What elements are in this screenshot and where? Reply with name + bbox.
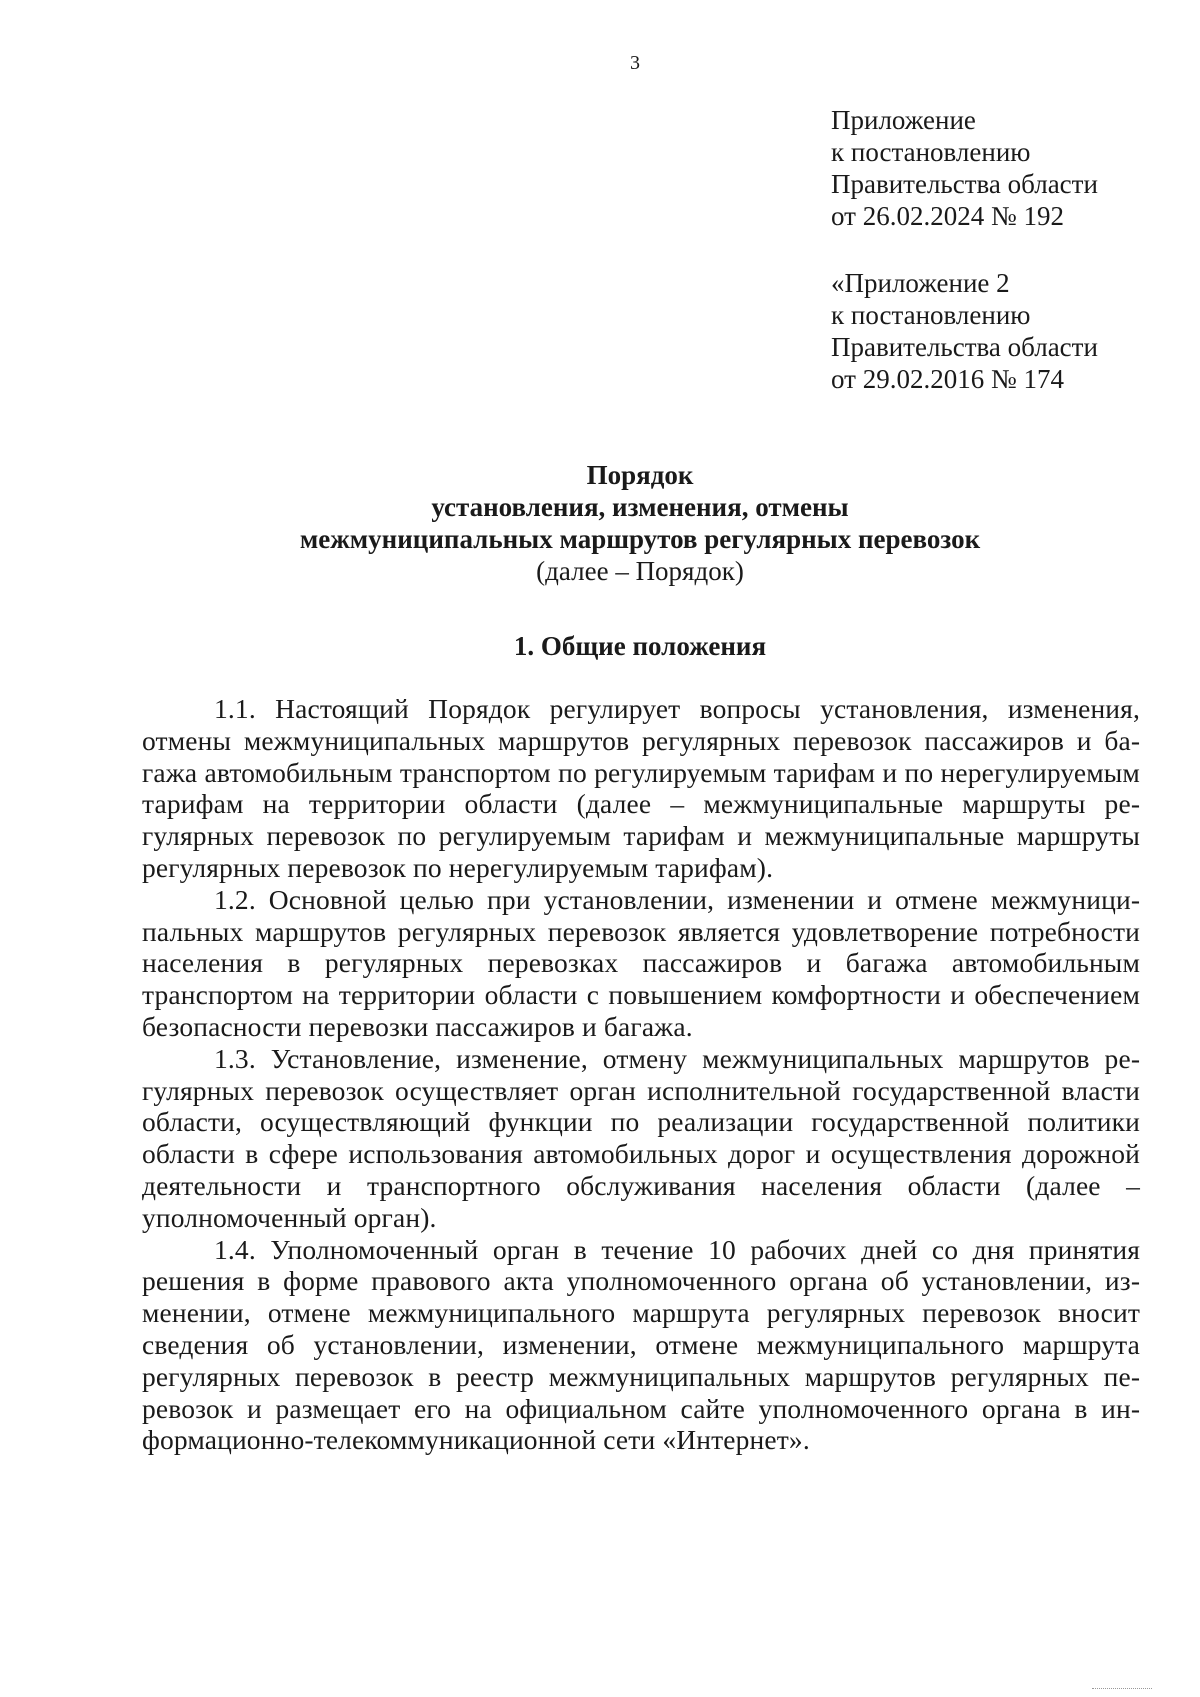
annex-line: Правительства области [831, 169, 1098, 199]
title-line: установления, изменения, отмены [431, 492, 849, 522]
annex-line: от 26.02.2024 № 192 [831, 201, 1064, 231]
title-line: Порядок [586, 460, 694, 490]
annex-line: Правительства области [831, 332, 1098, 362]
paragraph-1-1: 1.1. Настоящий Порядок регулирует вопросы установления, изменения, отмены межмуниципальных маршрутов регулярных перевозок пассажиров и багажа автомобильным транспортом по регулируемым тарифам и по нерегулируемым тарифам на территории области (далее – межмуниципальные маршруты регулярных перевозок по регулируемым тарифам и межмуниципальные маршруты регулярных перевозок по нерегулируемым тарифам). [142, 693, 1140, 883]
annex-block-current [831, 104, 1098, 232]
paragraph-1-2: 1.2. Основной целью при установлении, изменении и отмене межмуниципальных маршрутов регулярных перевозок является удовлетворение потребности населения в регулярных перевозках пассажиров и багажа автомобильным транспортом на территории области с повышением комфортности и обеспечением безопасности перевозки пассажиров и багажа. [142, 883, 1140, 1042]
document-title [140, 459, 1140, 587]
section-body [142, 693, 1140, 1456]
paragraph-1-3: 1.3. Установление, изменение, отмену межмуниципальных маршрутов регулярных перевозок осуществляет орган исполнительной государственной власти области, осуществляющий функции по реализации государственной политики области в сфере использования автомобильных дорог и осуществления дорожной деятельности и транспортного обслуживания населения области (далее – уполномоченный орган). [142, 1042, 1140, 1233]
annex-line: «Приложение 2 [831, 268, 1010, 298]
annex-line: к постановлению [831, 300, 1031, 330]
section-heading: 1. Общие положения [513, 631, 767, 661]
annex-block-original [831, 267, 1098, 395]
paragraph-1-4: 1.4. Уполномоченный орган в течение 10 рабочих дней со дня принятия решения в форме правового акта уполномоченного органа об установлении, изменении, отмене межмуниципального маршрута регулярных перевозок вносит сведения об установлении, изменении, отмене межмуниципального маршрута регулярных перевозок в реестр межмуниципальных маршрутов регулярных перевозок и размещает его на официальном сайте уполномоченного органа в информационно-телекоммуникационной сети «Интернет». [142, 1233, 1140, 1456]
annex-line: от 29.02.2016 № 174 [831, 364, 1064, 394]
scan-artifact [1092, 1688, 1152, 1693]
page-number: 3 [630, 52, 640, 74]
annex-line: к постановлению [831, 137, 1031, 167]
annex-line: Приложение [831, 105, 976, 135]
title-line: межмуниципальных маршрутов регулярных перевозок [299, 524, 981, 554]
title-note: (далее – Порядок) [536, 556, 744, 586]
